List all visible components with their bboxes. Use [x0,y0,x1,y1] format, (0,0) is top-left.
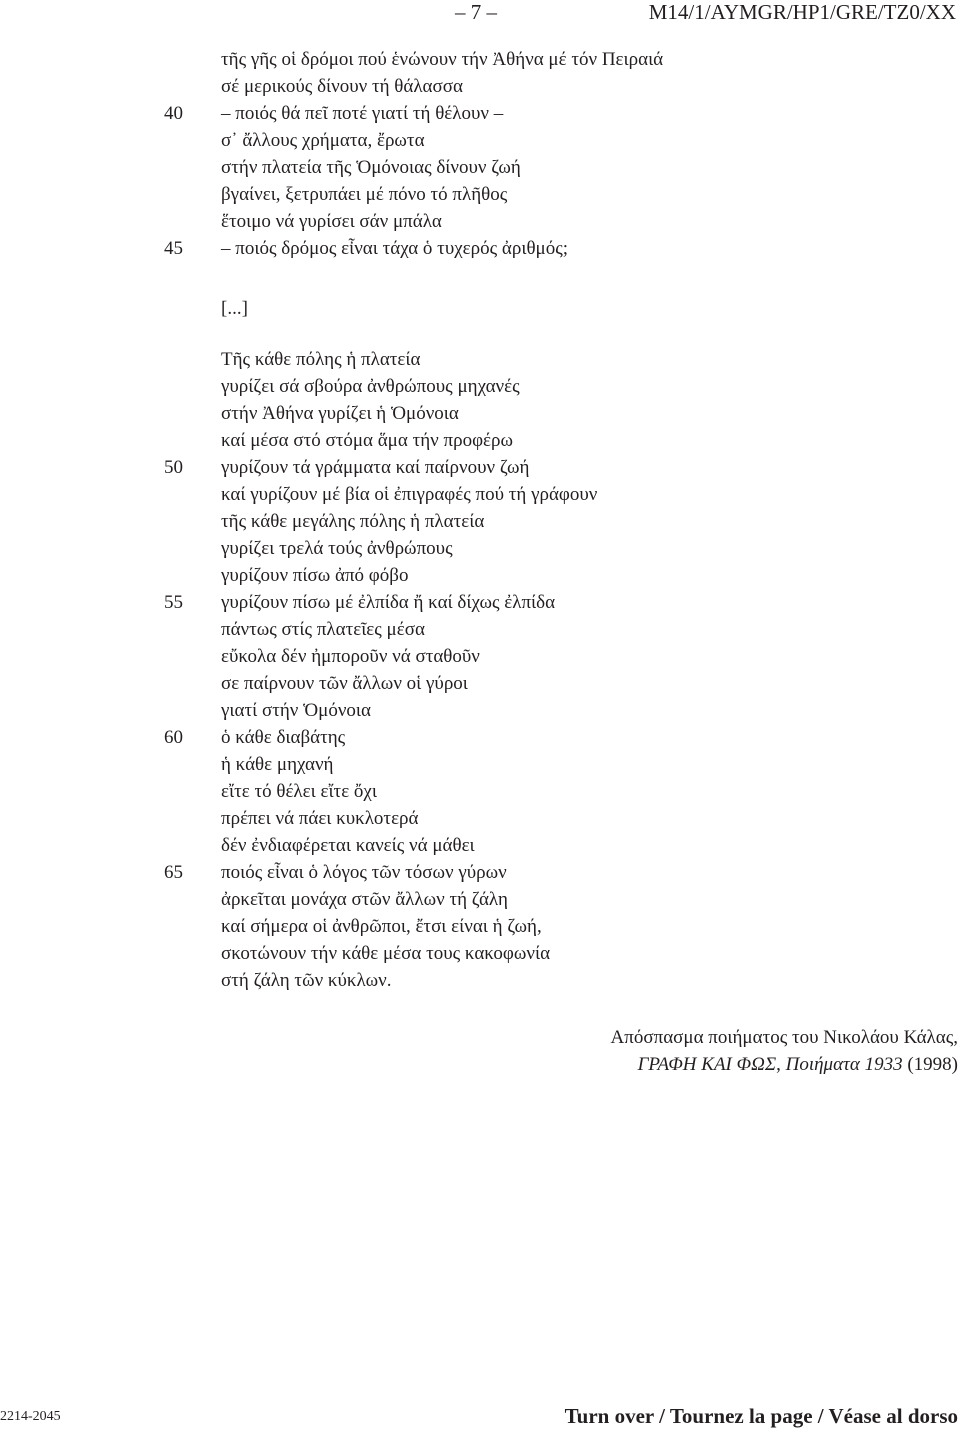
poem-line [0,589,960,616]
exam-code: M14/1/AYMGR/HP1/GRE/TZ0/XX [648,0,956,24]
poem-line [0,805,960,832]
line-text: ἕτοιμο νά γυρίσει σάν μπάλα [221,211,442,232]
poem-line [0,697,960,724]
collection-title: Ποιήματα 1933 [785,1054,903,1075]
line-text: ποιός εἶναι ὁ λόγος τῶν τόσων γύρων [221,862,507,883]
poem-line [0,235,960,262]
line-text: σκοτώνουν τήν κάθε μέσα τους κακοφωνία [221,943,551,964]
work-title: ΓΡΑΦΗ ΚΑΙ ΦΩΣ [637,1054,777,1075]
poem-line [0,346,960,373]
line-text: γιατί στήν Ὁμόνοια [221,700,371,721]
poem-line [0,400,960,427]
line-text: Τῆς κάθε πόλης ἡ πλατεία [221,349,421,370]
line-text: γυρίζει τρελά τούς ἀνθρώπους [221,538,453,559]
line-text: – ποιός θά πεῖ ποτέ γιατί τή θέλουν – [221,103,504,124]
poem-line [0,859,960,886]
poem-line [0,886,960,913]
poem-stanza-1 [0,46,960,262]
poem-line [0,181,960,208]
citation-separator: , [776,1054,786,1075]
line-number: 55 [164,592,183,613]
omission-ellipsis: [...] [221,298,248,319]
poem-line [0,643,960,670]
line-text: ἡ κάθε μηχανή [221,754,334,775]
line-text: δέν ἐνδιαφέρεται κανείς νά μάθει [221,835,475,856]
poem-line [0,154,960,181]
poem-line [0,616,960,643]
line-text: ὁ κάθε διαβάτης [221,727,346,748]
line-number: 50 [164,457,183,478]
poem-stanza-2 [0,346,960,994]
citation [611,1024,958,1078]
poem-line [0,724,960,751]
line-text: σ᾽ ἄλλους χρήματα, ἔρωτα [221,130,425,151]
poem-line [0,46,960,73]
publication-year: (1998) [902,1054,958,1075]
line-number: 40 [164,103,183,124]
poem-line [0,208,960,235]
poem-line [0,127,960,154]
line-text: στήν πλατεία τῆς Ὁμόνοιας δίνουν ζωή [221,157,521,178]
citation-source: Απόσπασμα ποιήματος του Νικολάου Κάλας, [610,1027,958,1048]
line-text: γυρίζει σά σβούρα ἀνθρώπους μηχανές [221,376,520,397]
poem-line [0,832,960,859]
line-text: σε παίρνουν τῶν ἄλλων οἱ γύροι [221,673,468,694]
line-number: 60 [164,727,183,748]
poem-line [0,535,960,562]
line-number: 65 [164,862,183,883]
line-text: καί γυρίζουν μέ βία οἱ ἐπιγραφές πού τή γράφουν [221,484,598,505]
line-text: πάντως στίς πλατεῖες μέσα [221,619,425,640]
line-text: σέ μερικούς δίνουν τή θάλασσα [221,76,463,97]
line-text: στήν Ἀθήνα γυρίζει ἡ Ὁμόνοια [221,403,459,424]
page-number: – 7 – [455,0,497,24]
poem-line [0,967,960,994]
poem-line [0,481,960,508]
poem-line [0,940,960,967]
poem-line [0,778,960,805]
line-text: γυρίζουν πίσω μέ ἐλπίδα ἤ καί δίχως ἐλπίδα [221,592,556,613]
line-text: καί μέσα στό στόμα ἅμα τήν προφέρω [221,430,513,451]
line-text: εὔκολα δέν ἠμποροῦν νά σταθοῦν [221,646,480,667]
poem-line [0,508,960,535]
line-text: γυρίζουν πίσω ἀπό φόβο [221,565,409,586]
poem-line [0,670,960,697]
line-text: στή ζάλη τῶν κύκλων. [221,970,392,991]
line-text: ἀρκεῖται μονάχα στῶν ἄλλων τή ζάλη [221,889,508,910]
footer-code: 2214-2045 [0,1409,61,1424]
citation-work [611,1051,958,1078]
line-text: βγαίνει, ξετρυπάει μέ πόνο τό πλῆθος [221,184,508,205]
line-text: καί σήμερα οἱ ἀνθρῶποι, ἔτσι είναι ἡ ζωή, [221,916,542,937]
line-number: 45 [164,238,183,259]
line-text: τῆς γῆς οἱ δρόμοι πού ἑνώνουν τήν Ἀθήνα μέ τόν Πειραιά [221,49,664,70]
poem-line [0,427,960,454]
poem-line [0,100,960,127]
poem-line [0,562,960,589]
poem-line [0,454,960,481]
line-text: γυρίζουν τά γράμματα καί παίρνουν ζωή [221,457,530,478]
poem-line [0,751,960,778]
turn-over-note: Turn over / Tournez la page / Véase al dorso [564,1404,958,1428]
line-text: τῆς κάθε μεγάλης πόλης ἡ πλατεία [221,511,485,532]
poem-line [0,913,960,940]
line-text: εἴτε τό θέλει εἴτε ὄχι [221,781,377,802]
line-text: πρέπει νά πάει κυκλοτερά [221,808,419,829]
poem-line [0,373,960,400]
line-text: – ποιός δρόμος εἶναι τάχα ὁ τυχερός ἀριθμός; [221,238,569,259]
poem-line [0,73,960,100]
